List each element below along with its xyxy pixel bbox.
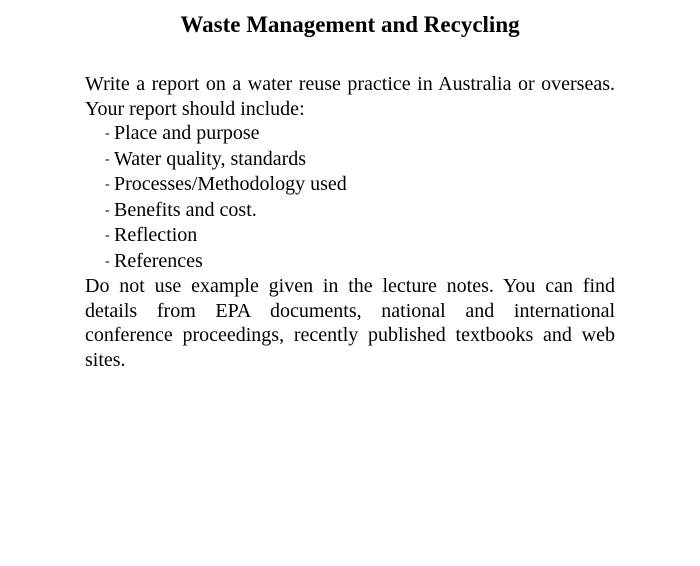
bullet-dash: - xyxy=(105,126,110,141)
list-item xyxy=(105,249,615,275)
list-item xyxy=(105,147,615,173)
intro-paragraph: Write a report on a water reuse practice in Australia or overseas. Your report should include: xyxy=(85,73,615,120)
list-item-text: Reflection xyxy=(114,224,198,246)
list-item-text: Processes/Methodology used xyxy=(114,173,347,195)
list-item-text: Benefits and cost. xyxy=(114,198,257,221)
list-item xyxy=(105,198,615,224)
list-item-text: References xyxy=(114,249,203,272)
requirements-list xyxy=(85,121,615,274)
document-body xyxy=(85,72,615,372)
bullet-dash: - xyxy=(105,253,110,269)
list-item xyxy=(105,223,615,249)
list-item xyxy=(105,121,615,147)
bullet-dash: - xyxy=(105,228,110,243)
bullet-dash: - xyxy=(105,151,110,167)
closing-paragraph: Do not use example given in the lecture notes. You can find details from EPA documents, national and international conference proceedings, recently published textbooks and web sites. xyxy=(85,275,615,371)
list-item-text: Water quality, standards xyxy=(114,147,307,170)
list-item xyxy=(105,172,615,198)
list-item-text: Place and purpose xyxy=(114,122,260,144)
bullet-dash: - xyxy=(105,177,110,192)
bullet-dash: - xyxy=(105,202,110,218)
document-title: Waste Management and Recycling xyxy=(180,12,520,37)
